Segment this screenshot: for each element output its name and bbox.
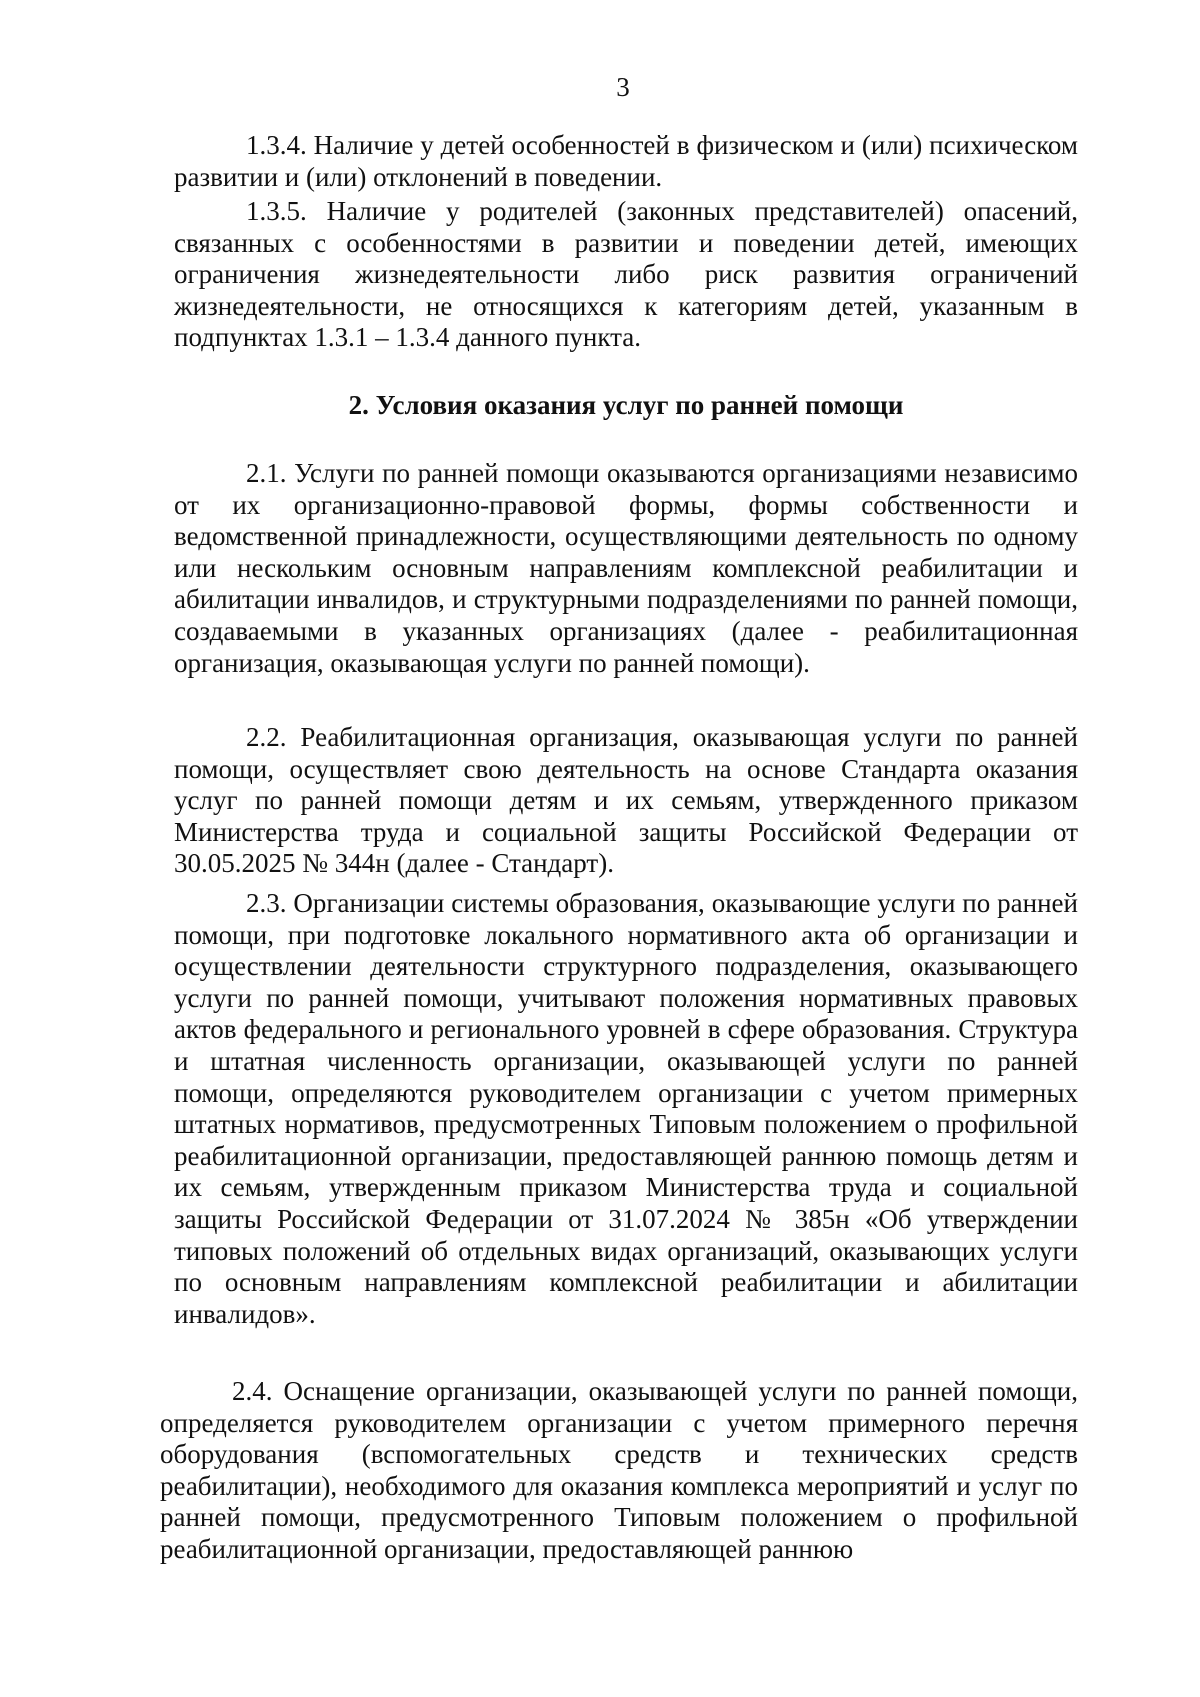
section-heading: 2. Условия оказания услуг по ранней помощи (348, 390, 904, 420)
paragraph-1-3-5: 1.3.5. Наличие у родителей (законных представителей) опасений, связанных с особенностями в развитии и поведении детей, имеющих ограничения жизнедеятельности либо риск развития ограничений жизнедеятельности, не относящихся к категориям детей, указанным в подпунктах 1.3.1 – 1.3.4 данного пункта. (174, 196, 1078, 353)
page-number: 3 (616, 72, 630, 102)
paragraph-2-1: 2.1. Услуги по ранней помощи оказываются организациями независимо от их организационно-правовой формы, формы собственности и ведомственной принадлежности, осуществляющими деятельность по одному или нескольким основным направлениям комплексной реабилитации и абилитации инвалидов, и структурными подразделениями по ранней помощи, создаваемыми в указанных организациях (далее - реабилитационная организация, оказывающая услуги по ранней помощи). (174, 458, 1078, 678)
paragraph-1-3-4: 1.3.4. Наличие у детей особенностей в физическом и (или) психическом развитии и (или) отклонений в поведении. (174, 130, 1078, 192)
paragraph-2-3: 2.3. Организации системы образования, оказывающие услуги по ранней помощи, при подготовке локального нормативного акта об организации и осуществлении деятельности структурного подразделения, оказывающего услуги по ранней помощи, учитывают положения нормативных правовых актов федерального и регионального уровней в сфере образования. Структура и штатная численность организации, оказывающей услуги по ранней помощи, определяются руководителем организации с учетом примерных штатных нормативов, предусмотренных Типовым положением о профильной реабилитационной организации, предоставляющей раннюю помощь детям и их семьям, утвержденным приказом Министерства труда и социальной защиты Российской Федерации от 31.07.2024 № 385н «Об утверждении типовых положений об отдельных видах организаций, оказывающих услуги по основным направлениям комплексной реабилитации и абилитации инвалидов». (174, 888, 1078, 1329)
paragraph-2-2: 2.2. Реабилитационная организация, оказывающая услуги по ранней помощи, осуществляет свою деятельность на основе Стандарта оказания услуг по ранней помощи детям и их семьям, утвержденного приказом Министерства труда и социальной защиты Российской Федерации от 30.05.2025 № 344н (далее - Стандарт). (174, 722, 1078, 879)
paragraph-2-4: 2.4. Оснащение организации, оказывающей услуги по ранней помощи, определяется руководителем организации с учетом примерного перечня оборудования (вспомогательных средств и технических средств реабилитации), необходимого для оказания комплекса мероприятий и услуг по ранней помощи, предусмотренного Типовым положением о профильной реабилитационной организации, предоставляющей раннюю (160, 1376, 1078, 1564)
